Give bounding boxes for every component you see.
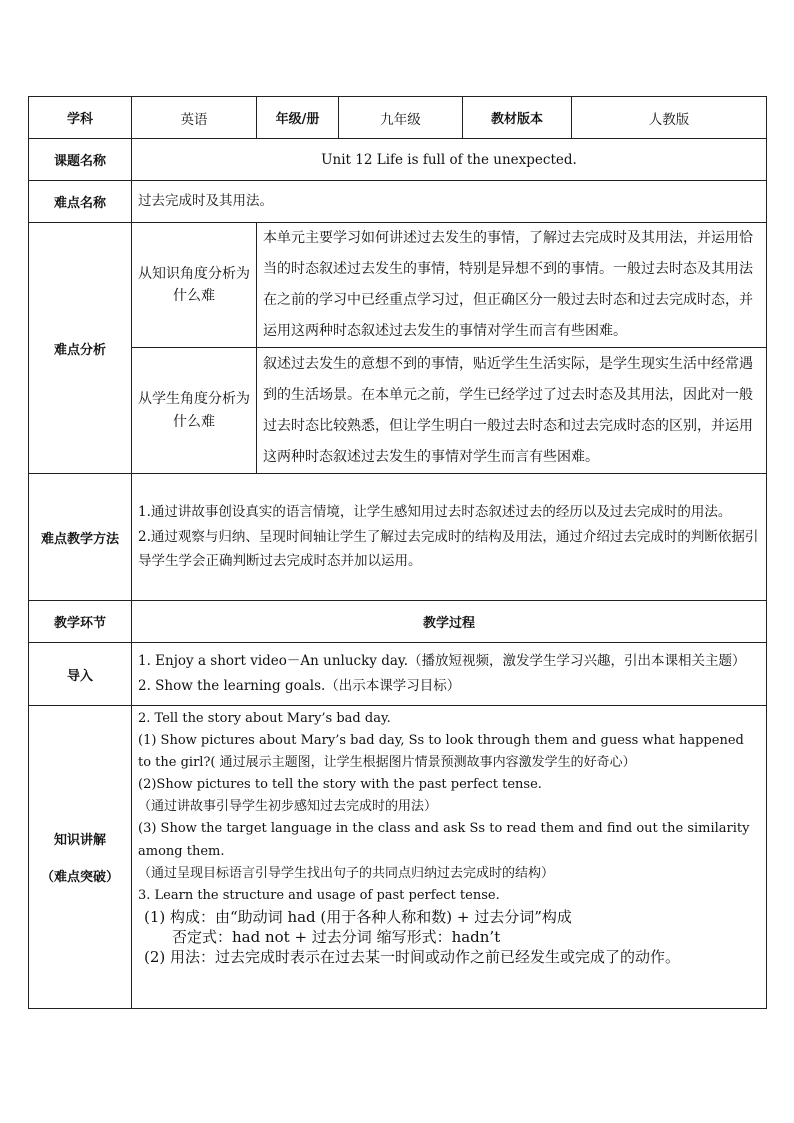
knowledge-line: (1) 构成：由“助动词 had (用于各种人称和数) + 过去分词”构成 <box>144 907 572 926</box>
grade-value: 九年级 <box>339 97 463 139</box>
method-item: 2.通过观察与归纳、呈现时间轴让学生了解过去完成时的结构及用法，通过介绍过去完成时的判断依据引导学生学会正确判断过去完成时态并加以运用。 <box>138 528 759 570</box>
topic-row <box>29 139 767 181</box>
knowledge-angle-label: 从知识角度分析为什么难 <box>132 223 257 348</box>
process-title: 教学过程 <box>132 601 767 643</box>
knowledge-line: (2)Show pictures to tell the story with the past perfect tense. <box>138 777 542 793</box>
subject-label: 学科 <box>29 97 132 139</box>
knowledge-line: (3) Show the target language in the class and ask Ss to read them and find out the similarity among them. <box>138 821 750 859</box>
difficulty-value: 过去完成时及其用法。 <box>132 181 767 223</box>
methods-label: 难点教学方法 <box>29 474 132 601</box>
subject-value: 英语 <box>132 97 257 139</box>
lesson-plan-table <box>28 96 767 1009</box>
intro-content <box>132 643 767 706</box>
knowledge-content <box>132 706 767 1009</box>
topic-label: 课题名称 <box>29 139 132 181</box>
process-stage-label: 教学环节 <box>29 601 132 643</box>
intro-item: 1. Enjoy a short video－An unlucky day.（播放短视频，激发学生学习兴趣，引出本课相关主题） <box>138 653 746 670</box>
knowledge-line: （通过讲故事引导学生初步感知过去完成时的用法） <box>138 799 438 815</box>
student-angle-label: 从学生角度分析为什么难 <box>132 348 257 474</box>
knowledge-line: (2) 用法：过去完成时表示在过去某一时间或动作之前已经发生或完成了的动作。 <box>144 948 681 967</box>
knowledge-label-sub: （难点突破） <box>40 870 119 885</box>
knowledge-row <box>29 706 767 1009</box>
analysis-label: 难点分析 <box>29 223 132 474</box>
grade-label: 年级/册 <box>257 97 339 139</box>
analysis-row-knowledge <box>29 223 767 348</box>
edition-value: 人教版 <box>572 97 767 139</box>
intro-item: 2. Show the learning goals.（出示本课学习目标） <box>138 678 461 694</box>
knowledge-line: (1) Show pictures about Mary’s bad day, Ss to look through them and guess what happened to the girl?( 通过展示主题图，让学生根据图片情景预测故事内容激发学生的好奇心） <box>138 733 744 771</box>
method-item: 1.通过讲故事创设真实的语言情境，让学生感知用过去时态叙述过去的经历以及过去完成时的用法。 <box>138 503 732 520</box>
knowledge-label: 知识讲解 <box>53 833 106 848</box>
intro-row <box>29 643 767 706</box>
knowledge-line: （通过呈现目标语言引导学生找出句子的共同点归纳过去完成时的结构） <box>138 865 555 881</box>
knowledge-line: 否定式：had not + 过去分词 缩写形式：hadn’t <box>172 928 501 947</box>
difficulty-label: 难点名称 <box>29 181 132 223</box>
student-angle-text: 叙述过去发生的意想不到的事情，贴近学生生活实际，是学生现实生活中经常遇到的生活场景。在本单元之前，学生已经学过了过去时态及其用法，因此对一般过去时态比较熟悉，但让学生明白一般过去时态和过去完成时态的区别，并运用这两种时态叙述过去发生的事情对学生而言有些困难。 <box>257 348 767 474</box>
header-row <box>29 97 767 139</box>
edition-label: 教材版本 <box>463 97 572 139</box>
knowledge-angle-text: 本单元主要学习如何讲述过去发生的事情，了解过去完成时及其用法，并运用恰当的时态叙述过去发生的事情，特别是异想不到的事情。一般过去时态及其用法在之前的学习中已经重点学习过，但正确区分一般过去时态和过去完成时态，并运用这两种时态叙述过去发生的事情对学生而言有些困难。 <box>257 223 767 348</box>
process-header-row <box>29 601 767 643</box>
knowledge-line: 3. Learn the structure and usage of past perfect tense. <box>138 887 500 903</box>
knowledge-label-cell <box>29 706 132 1009</box>
intro-label: 导入 <box>29 643 132 706</box>
methods-content <box>132 474 767 601</box>
knowledge-line: 2. Tell the story about Mary’s bad day. <box>138 711 391 726</box>
methods-row <box>29 474 767 601</box>
topic-value: Unit 12 Life is full of the unexpected. <box>132 139 767 181</box>
difficulty-row <box>29 181 767 223</box>
analysis-row-student <box>29 348 767 474</box>
